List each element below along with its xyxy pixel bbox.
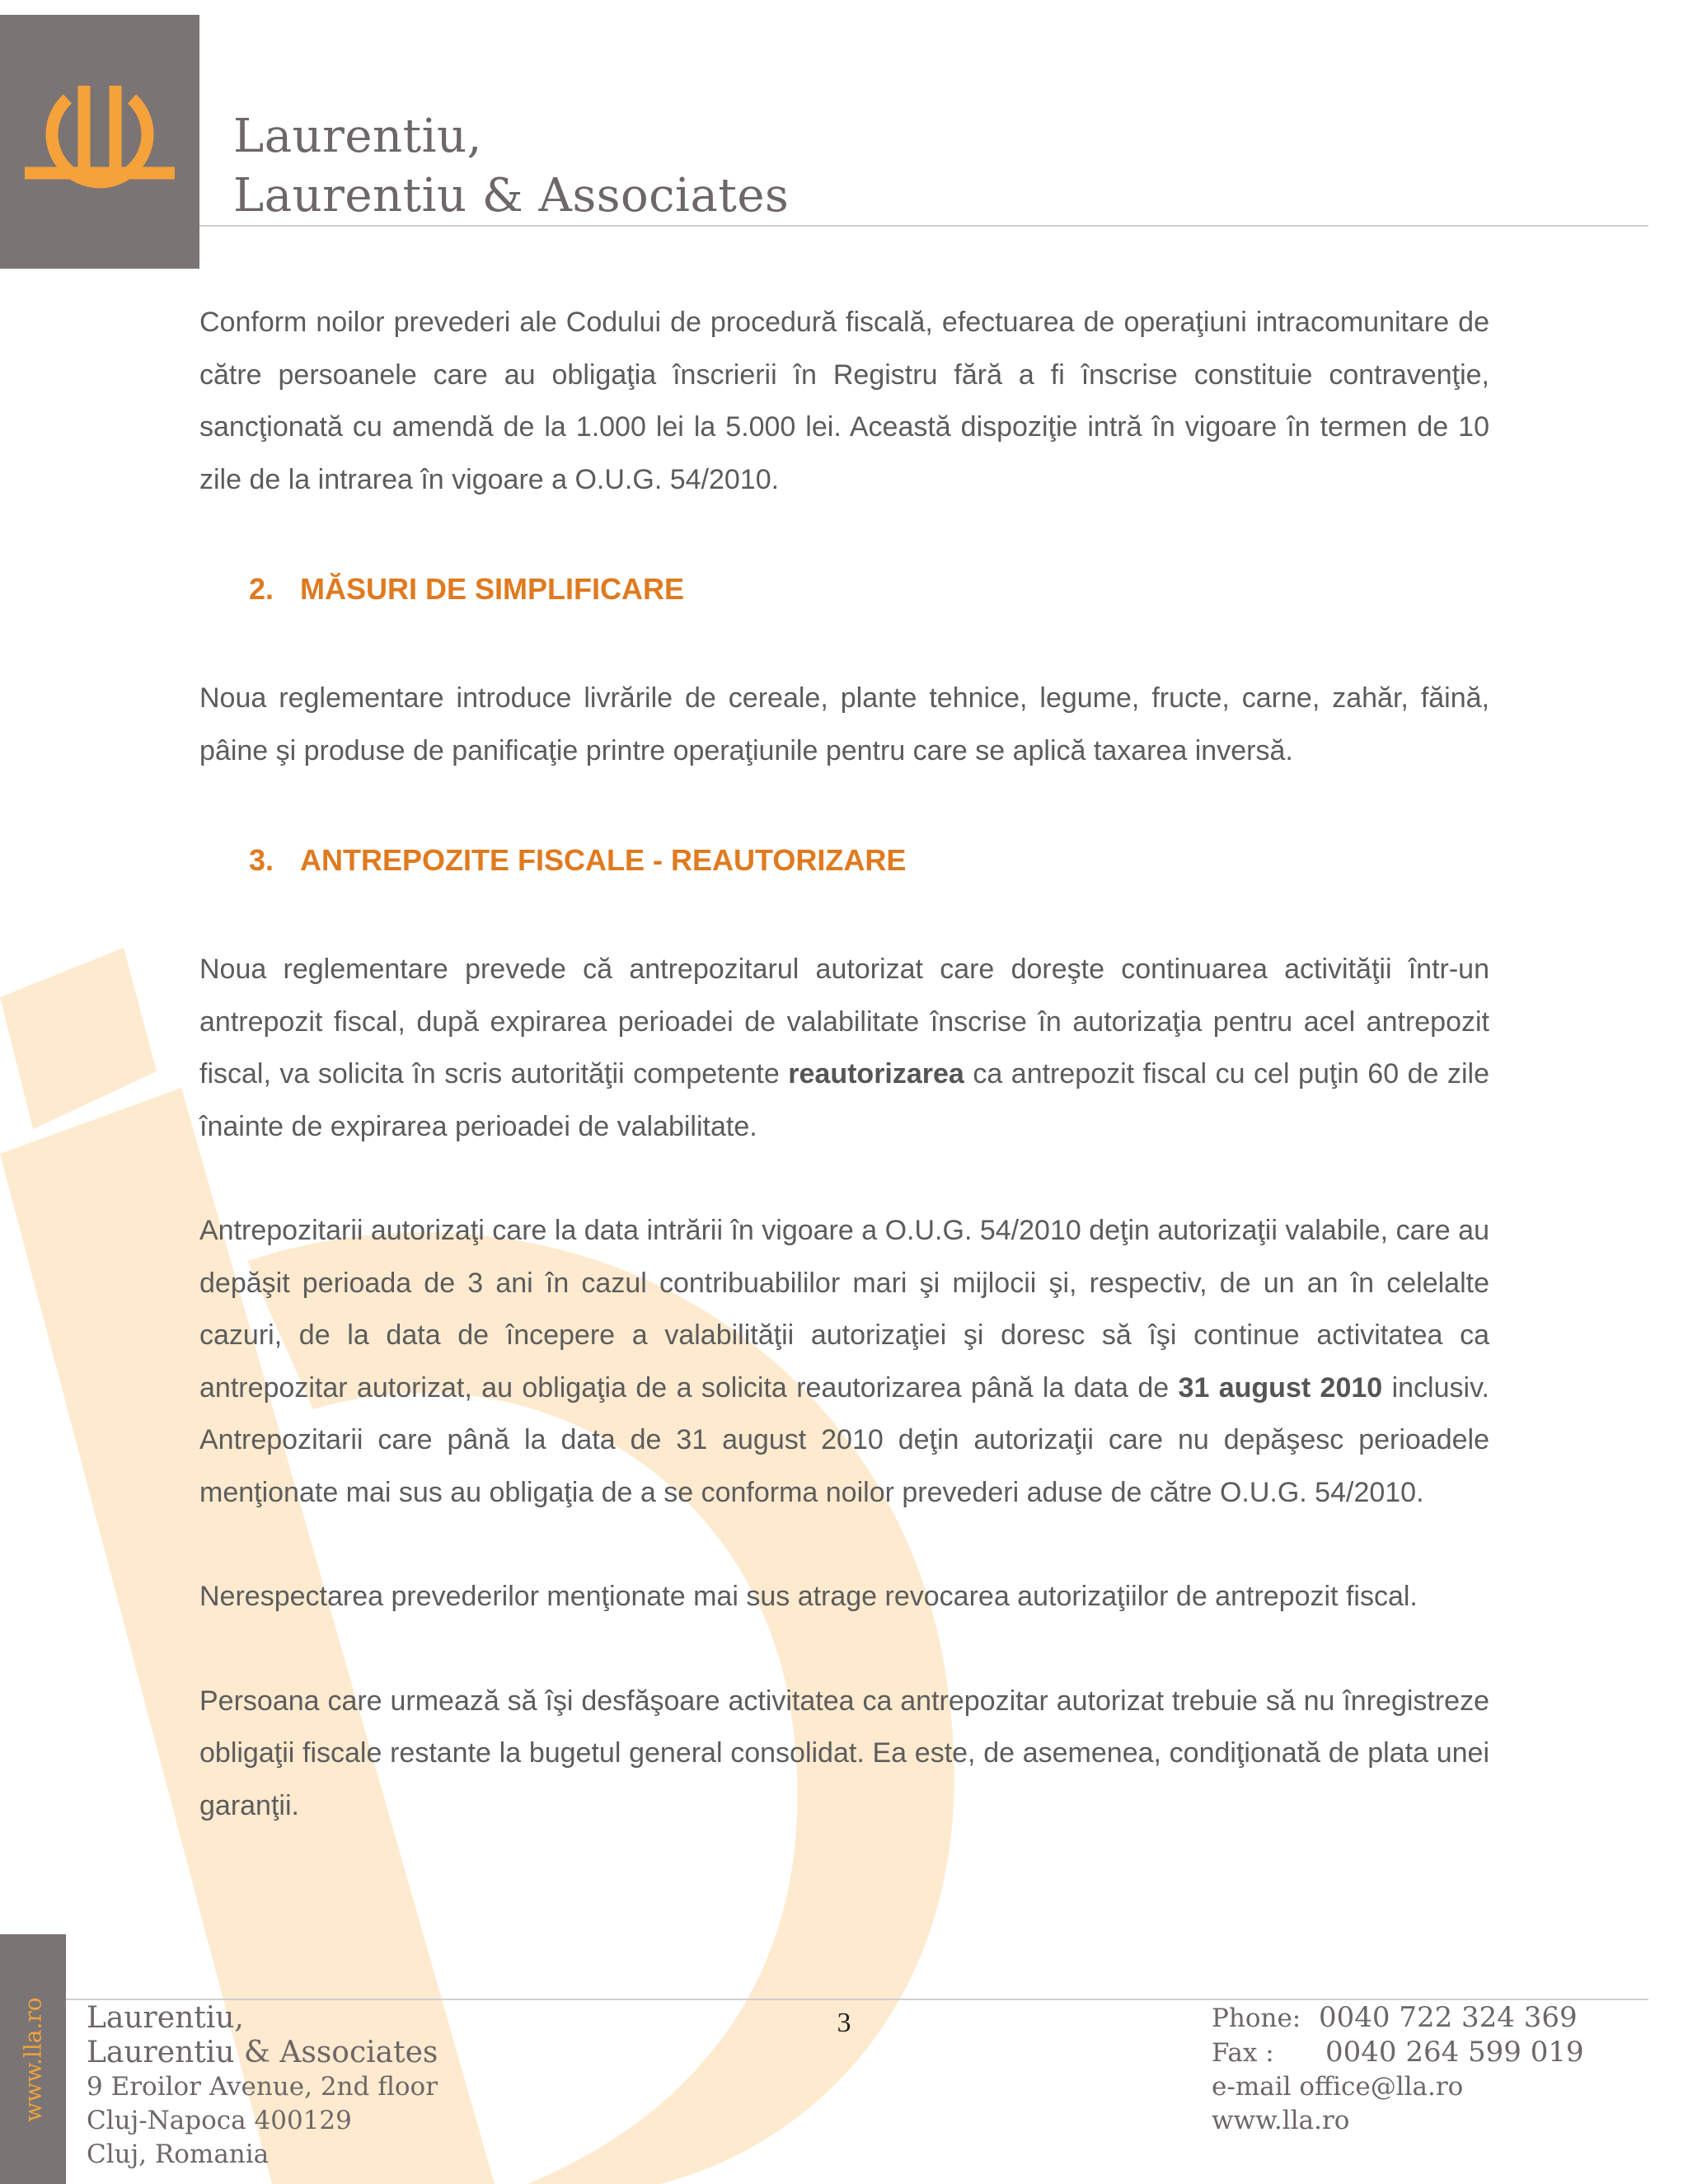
paragraph-taxare-inversa: Noua reglementare introduce livrările de cereale, plante tehnice, legume, fructe, carne, zahăr, făină, pâine şi produse de panificaţie printre operaţiunile pentru care se aplică taxarea inversă. [199, 682, 1489, 766]
section-heading-antrepozite [199, 840, 1489, 881]
website-link[interactable]: www.lla.ro [1212, 2106, 1350, 2135]
footer-firm-line1: Laurentiu, [87, 2001, 244, 2035]
paragraph-garantii: Persoana care urmează să îşi desfăşoare activitatea ca antrepozitar autorizat trebuie să nu înregistreze obligaţii fiscale restante la bugetul general consolidat. Ea este, de asemenea, condiţionată de plata unei garanţii. [199, 1685, 1489, 1821]
lla-logo-icon [25, 81, 175, 203]
text-run: inclusiv. Antrepozitarii care până la data de 31 august 2010 deţin autorizaţii care nu depăşesc perioadele menţionate mai sus au obligaţia de a se conforma noilor prevederi aduse de către O.U.G. 54/2010. [199, 1371, 1489, 1508]
address-line: 9 Eroilor Avenue, 2nd floor [87, 2072, 438, 2102]
text-run: Antrepozitarii autorizaţi care la data intrării în vigoare a O.U.G. 54/2010 deţin autorizaţii valabile, care au depăşit perioada de 3 ani în cazul contribuabililor mari şi mijlocii şi, respectiv, de un an în celelalte cazuri, de la data de începere a valabilităţii autorizaţiei şi doresc să îşi continue activitatea ca antrepozitar autorizat, au obligaţia de a solicita reautorizarea până la data de [199, 1215, 1489, 1404]
section-number: 2. [249, 572, 274, 606]
section-heading-simplificare [199, 569, 1489, 610]
paragraph-contraventie: Conform noilor prevederi ale Codului de procedură fiscală, efectuarea de operaţiuni intracomunitare de către persoanele care au obligaţia înscrierii în Registru fără a fi înscrise constituie contravenţie, sancţionată cu amendă de la 1.000 lei la 5.000 lei. Această dispoziţie intră în vigoare în termen de 10 zile de la intrarea în vigoare a O.U.G. 54/2010. [199, 307, 1489, 495]
section-number: 3. [249, 843, 274, 877]
footer-address-block [87, 2001, 438, 2172]
logo-panel [0, 15, 199, 269]
email-link[interactable]: e-mail office@lla.ro [1212, 2072, 1464, 2102]
fax-row [1212, 2036, 1584, 2070]
paragraph-reautorizare [199, 944, 1489, 1153]
section-title: MĂSURI DE SIMPLIFICARE [300, 572, 685, 606]
paragraph-revocare: Nerespectarea prevederilor menţionate mai sus atrage revocarea autorizaţiilor de antrepozit fiscal. [199, 1581, 1418, 1612]
page-number: 3 [837, 2008, 851, 2038]
bold-term: reautorizarea [788, 1058, 964, 1090]
fax-number: 0040 264 599 019 [1325, 2036, 1584, 2069]
footer-divider [66, 1999, 1648, 2000]
text-run: Noua reglementare prevede că antrepozitarul autorizat care doreşte continuarea activităţii într-un antrepozit fiscal, după expirarea perioadei de valabilitate înscrise în autorizaţia pentru acel antrepozit fiscal, va solicita în scris autorităţii competente [199, 954, 1489, 1090]
document-body [199, 297, 1489, 1832]
phone-number[interactable]: 0040 722 324 369 [1319, 2001, 1578, 2034]
address-line: Cluj, Romania [87, 2139, 270, 2169]
firm-name-line1: Laurentiu, [233, 110, 482, 163]
phone-row [1212, 2001, 1584, 2036]
footer-contact-block [1212, 2001, 1584, 2138]
section-title: ANTREPOZITE FISCALE - REAUTORIZARE [300, 843, 907, 877]
firm-name-header [233, 107, 789, 226]
firm-name-line2: Laurentiu & Associates [233, 169, 790, 223]
fax-label: Fax : [1212, 2038, 1274, 2068]
footer-firm-line2: Laurentiu & Associates [87, 2036, 438, 2069]
side-url: www.lla.ro [19, 1996, 47, 2122]
phone-label: Phone: [1212, 2004, 1301, 2033]
address-line: Cluj-Napoca 400129 [87, 2106, 352, 2135]
footer-side-strip [0, 1934, 66, 2184]
text-run: ca antrepozit fiscal cu cel puţin 60 de zile înainte de expirarea perioadei de valabilitate. [199, 1058, 1489, 1142]
bold-date: 31 august 2010 [1178, 1371, 1383, 1404]
paragraph-termen [199, 1205, 1489, 1519]
